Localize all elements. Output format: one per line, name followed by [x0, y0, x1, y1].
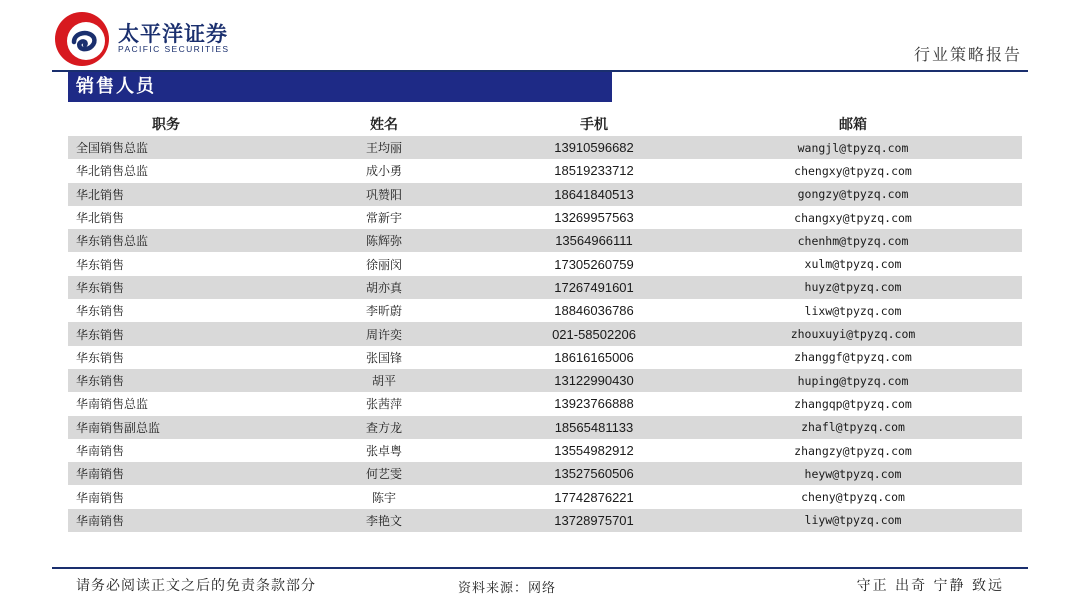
cell-name: 徐丽闵 [365, 257, 402, 272]
cell-phone: 18616165006 [554, 349, 634, 365]
table-row [68, 416, 1022, 439]
cell-title: 华南销售 [76, 490, 125, 505]
cell-name: 张茜萍 [365, 397, 402, 412]
company-name-cn: 太平洋证券 [118, 22, 228, 46]
cell-phone: 13554982912 [554, 443, 634, 458]
cell-phone: 13269957563 [554, 210, 634, 226]
cell-phone: 17742876221 [554, 489, 634, 505]
cell-email: zhanggf@tpyzq.com [794, 350, 912, 365]
table-row [68, 299, 1022, 322]
cell-email: zhouxuyi@tpyzq.com [684, 322, 1022, 345]
cell-title: 华北销售 [76, 211, 125, 226]
cell-title: 华东销售 [68, 369, 264, 392]
cell-email: gongzy@tpyzq.com [684, 183, 1022, 206]
table-row [68, 229, 1022, 252]
cell-title: 华东销售 [68, 322, 264, 345]
cell-title: 华南销售 [68, 509, 264, 532]
cell-email: zhafl@tpyzq.com [684, 416, 1022, 439]
table-row [68, 485, 1022, 508]
cell-title: 华南销售 [68, 462, 264, 485]
company-name-en: PACIFIC SECURITIES [118, 44, 230, 54]
column-header-email: 邮箱 [839, 117, 867, 133]
table-row [68, 276, 1022, 299]
cell-phone: 13122990430 [504, 369, 684, 392]
cell-title: 华东销售 [76, 304, 125, 319]
cell-phone: 13564966111 [504, 229, 684, 252]
cell-phone: 13728975701 [504, 509, 684, 532]
table-row [68, 462, 1022, 485]
cell-phone: 021-58502206 [504, 322, 684, 345]
cell-email: cheny@tpyzq.com [801, 490, 905, 505]
table-header-row [68, 112, 1022, 136]
table-row [68, 136, 1022, 159]
cell-name: 巩赞阳 [264, 183, 504, 206]
cell-email: zhangzy@tpyzq.com [794, 443, 912, 458]
cell-email: changxy@tpyzq.com [794, 210, 912, 225]
cell-email: heyw@tpyzq.com [684, 462, 1022, 485]
table-row [68, 322, 1022, 345]
cell-title: 华东销售 [68, 276, 264, 299]
cell-name: 李艳文 [264, 509, 504, 532]
cell-title: 华南销售 [76, 444, 125, 458]
cell-email: lixw@tpyzq.com [804, 303, 902, 318]
cell-name: 胡亦真 [264, 276, 504, 299]
sales-staff-table [68, 112, 1022, 532]
column-header-name: 姓名 [370, 117, 398, 133]
table-row [68, 159, 1022, 182]
table-row [68, 206, 1022, 229]
cell-email: zhangqp@tpyzq.com [794, 396, 912, 411]
column-header-title: 职务 [152, 117, 180, 133]
cell-name: 查方龙 [264, 416, 504, 439]
cell-phone: 18565481133 [504, 416, 684, 439]
cell-name: 周许奕 [264, 322, 504, 345]
cell-phone: 18519233712 [554, 163, 634, 179]
cell-title: 华东销售总监 [68, 229, 264, 252]
cell-phone: 13923766888 [554, 396, 634, 412]
cell-name: 胡平 [264, 369, 504, 392]
company-logo [52, 8, 242, 68]
cell-email: wangjl@tpyzq.com [684, 136, 1022, 159]
cell-title: 全国销售总监 [68, 136, 264, 159]
cell-name: 常新宇 [365, 211, 402, 226]
table-row [68, 369, 1022, 392]
pacific-securities-logo-icon [52, 8, 114, 68]
cell-phone: 17267491601 [504, 276, 684, 299]
table-row [68, 439, 1022, 462]
cell-name: 张国锋 [365, 350, 402, 365]
cell-phone: 13527560506 [504, 462, 684, 485]
table-row [68, 509, 1022, 532]
cell-phone: 13910596682 [504, 136, 684, 159]
cell-title: 华南销售总监 [76, 397, 149, 412]
cell-title: 华南销售副总监 [68, 416, 264, 439]
cell-email: xulm@tpyzq.com [804, 257, 902, 272]
cell-name: 张卓粤 [365, 444, 402, 458]
cell-email: huping@tpyzq.com [684, 369, 1022, 392]
cell-name: 成小勇 [365, 164, 402, 179]
cell-name: 陈辉弥 [264, 229, 504, 252]
report-type: 行业策略报告 [913, 45, 1022, 64]
cell-name: 李昕蔚 [365, 304, 402, 319]
table-body [68, 136, 1022, 532]
cell-name: 王均丽 [264, 136, 504, 159]
table-row [68, 252, 1022, 275]
cell-phone: 17305260759 [554, 256, 634, 272]
disclaimer-text: 请务必阅读正文之后的免责条款部分 [76, 578, 316, 594]
cell-name: 陈宇 [371, 490, 396, 505]
footer-divider [52, 567, 1028, 569]
cell-email: chenhm@tpyzq.com [684, 229, 1022, 252]
column-header-phone: 手机 [580, 117, 608, 133]
cell-phone: 18641840513 [504, 183, 684, 206]
cell-title: 华北销售 [68, 183, 264, 206]
cell-email: huyz@tpyzq.com [684, 276, 1022, 299]
section-title: 销售人员 [68, 72, 612, 102]
source-text: 资料来源：网络 [458, 581, 557, 596]
company-motto: 守正 出奇 宁静 致远 [856, 578, 1004, 594]
cell-title: 华北销售总监 [76, 164, 149, 179]
cell-email: chengxy@tpyzq.com [794, 163, 912, 178]
table-row [68, 183, 1022, 206]
cell-phone: 18846036786 [554, 303, 634, 319]
table-row [68, 392, 1022, 415]
cell-email: liyw@tpyzq.com [684, 509, 1022, 532]
cell-title: 华东销售 [76, 350, 125, 365]
cell-name: 何艺雯 [264, 462, 504, 485]
cell-title: 华东销售 [76, 257, 125, 272]
table-row [68, 346, 1022, 369]
